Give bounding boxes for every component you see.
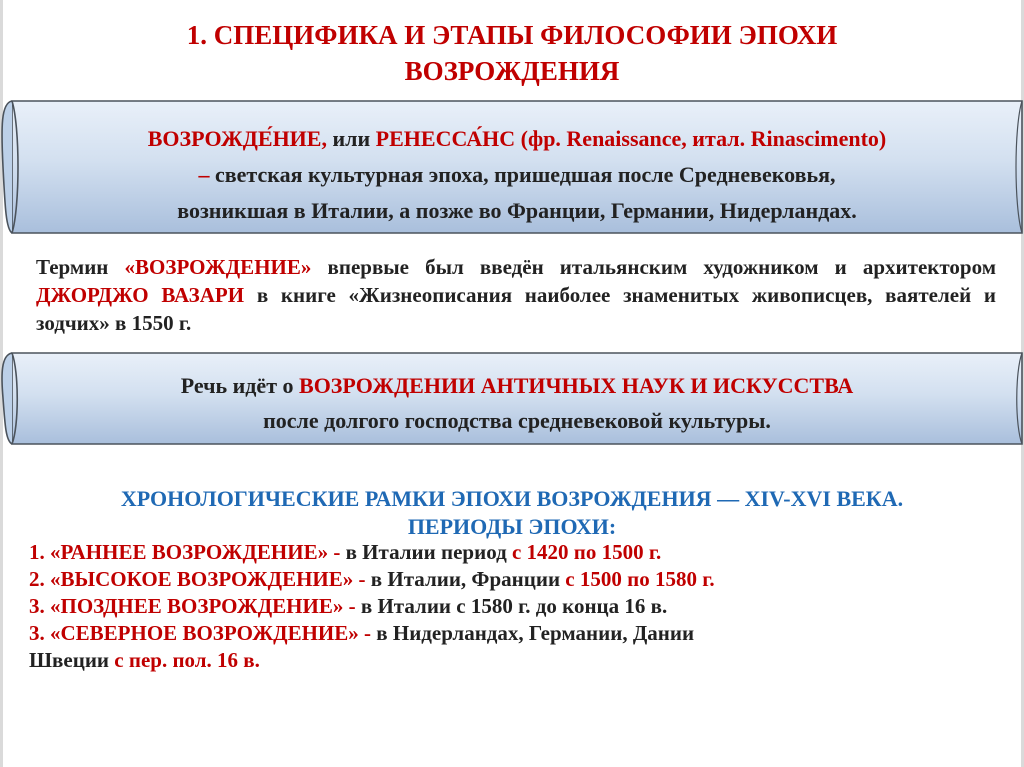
revival-text	[30, 368, 1004, 438]
period-separator: -	[364, 621, 372, 645]
definition-dash: –	[198, 162, 210, 187]
definition-text	[30, 121, 1004, 229]
period-item	[29, 566, 989, 593]
period-range: с 1420 по 1500 г.	[511, 540, 662, 564]
definition-line2-text: светская культурная эпоха, пришедшая после Средневековья,	[215, 162, 836, 187]
term-note-term: «ВОЗРОЖДЕНИЕ»	[124, 255, 312, 279]
chronology-heading	[0, 485, 1024, 541]
definition-line1	[30, 121, 1004, 157]
period-separator: -	[333, 540, 341, 564]
period-place: в Италии с 1580 г. до конца 16 в.	[360, 594, 668, 618]
period-item	[29, 620, 989, 647]
revival-highlight: ВОЗРОЖДЕНИИ АНТИЧНЫХ НАУК И ИСКУССТВА	[299, 373, 854, 398]
period-separator: -	[358, 567, 366, 591]
period-name: 2. «ВЫСОКОЕ ВОЗРОЖДЕНИЕ»	[29, 567, 354, 591]
term-note	[36, 253, 996, 337]
slide-title	[0, 17, 1024, 89]
slide-title-line1: 1. СПЕЦИФИКА И ЭТАПЫ ФИЛОСОФИИ ЭПОХИ	[186, 20, 838, 50]
definition-origin: (фр. Renaissance, итал. Rinascimento)	[520, 126, 887, 151]
period-name: 1. «РАННЕЕ ВОЗРОЖДЕНИЕ»	[29, 540, 329, 564]
period-item	[29, 593, 989, 620]
revival-lead: Речь идёт о	[180, 373, 294, 398]
period-item-continued	[29, 647, 989, 674]
periods-list	[29, 539, 989, 674]
chronology-heading-line1: ХРОНОЛОГИЧЕСКИЕ РАМКИ ЭПОХИ ВОЗРОЖДЕНИЯ — XIV-XVI ВЕКА.	[120, 486, 904, 511]
term-note-artist: ДЖОРДЖО ВАЗАРИ	[36, 283, 245, 307]
term-note-part3: в книге «Жизнеописания наиболее знаменитых живописцев, ваятелей и зодчих» в 1550 г.	[36, 283, 997, 335]
period-place: в Италии период	[345, 540, 507, 564]
definition-or: или	[332, 126, 371, 151]
period-name: 3. «СЕВЕРНОЕ ВОЗРОЖДЕНИЕ»	[29, 621, 359, 645]
slide-title-line2: ВОЗРОЖДЕНИЯ	[404, 56, 620, 86]
definition-scroll	[0, 97, 1024, 240]
period-range: с пер. пол. 16 в.	[114, 648, 260, 672]
period-place: в Нидерландах, Германии, Дании	[376, 621, 695, 645]
period-place: в Италии, Франции	[370, 567, 561, 591]
definition-line3: возникшая в Италии, а позже во Франции, Германии, Нидерландах.	[177, 198, 857, 223]
revival-line2: после долгого господства средневековой культуры.	[263, 408, 771, 433]
definition-line2	[30, 157, 1004, 193]
chronology-subheading: ПЕРИОДЫ ЭПОХИ:	[407, 514, 617, 539]
period-item	[29, 539, 989, 566]
revival-scroll	[0, 350, 1024, 450]
period-name: 3. «ПОЗДНЕЕ ВОЗРОЖДЕНИЕ»	[29, 594, 344, 618]
revival-line1	[30, 368, 1004, 403]
definition-term1: ВОЗРОЖДЕ́НИЕ,	[147, 126, 327, 151]
term-note-part1: Термин	[36, 255, 109, 279]
definition-term2: РЕНЕССА́НС	[375, 126, 516, 151]
period-place-continued: Швеции	[29, 648, 110, 672]
period-separator: -	[348, 594, 356, 618]
term-note-part2: впервые был введён итальянским художником и архитектором	[327, 255, 997, 279]
period-range: с 1500 по 1580 г.	[565, 567, 715, 591]
